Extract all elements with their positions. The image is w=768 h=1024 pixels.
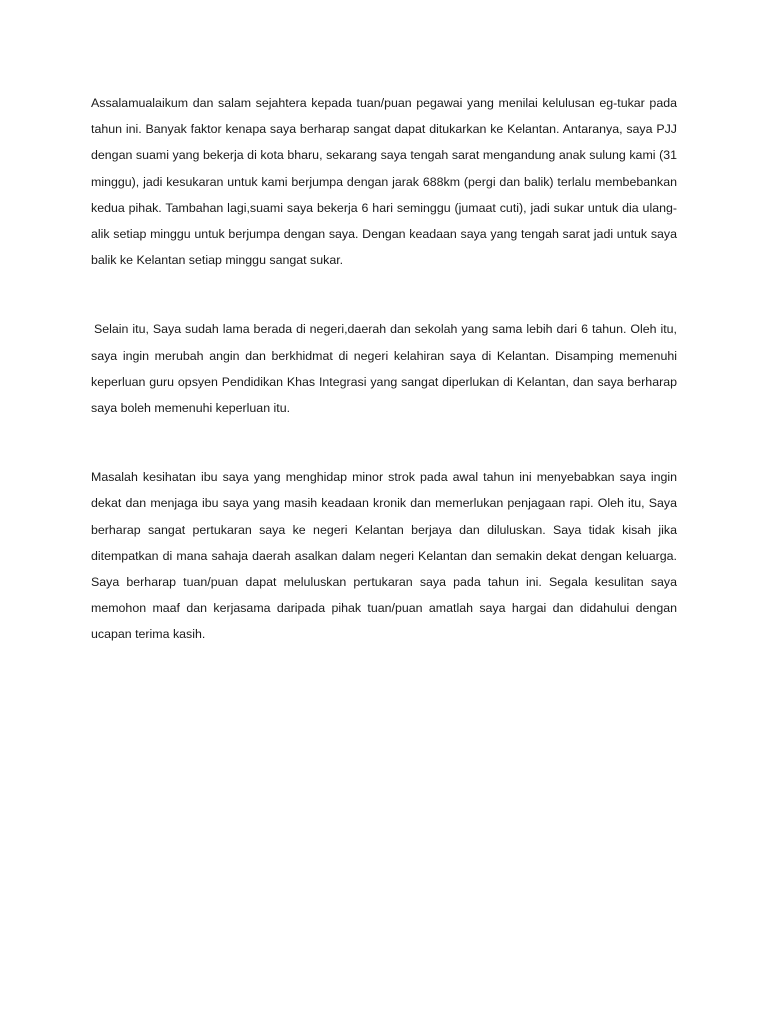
paragraph-3: Masalah kesihatan ibu saya yang menghidap minor strok pada awal tahun ini menyebabkan saya ingin dekat dan menjaga ibu saya yang masih keadaan kronik dan memerlukan penjagaan rapi. Oleh itu, Saya berharap sangat pertukaran saya ke negeri Kelantan berjaya dan diluluskan. Saya tidak kisah jika ditempatkan di mana sahaja daerah asalkan dalam negeri Kelantan dan semakin dekat dengan keluarga. Saya berharap tuan/puan dapat meluluskan pertukaran saya pada tahun ini. Segala kesulitan saya memohon maaf dan kerjasama daripada pihak tuan/puan amatlah saya hargai dan didahului dengan ucapan terima kasih. [91,470,677,642]
paragraph-2: Selain itu, Saya sudah lama berada di negeri,daerah dan sekolah yang sama lebih dari 6 tahun. Oleh itu, saya ingin merubah angin dan berkhidmat di negeri kelahiran saya di Kelantan. Disamping memenuhi keperluan guru opsyen Pendidikan Khas Integrasi yang sangat diperlukan di Kelantan, dan saya berharap saya boleh memenuhi keperluan itu. [91,322,677,416]
paragraph-1: Assalamualaikum dan salam sejahtera kepada tuan/puan pegawai yang menilai kelulusan eg-tukar pada tahun ini. Banyak faktor kenapa saya berharap sangat dapat ditukarkan ke Kelantan. Antaranya, saya PJJ dengan suami yang bekerja di kota bharu, sekarang saya tengah sarat mengandung anak sulung kami (31 minggu), jadi kesukaran untuk kami berjumpa dengan jarak 688km (pergi dan balik) terlalu membebankan kedua pihak. Tambahan lagi,suami saya bekerja 6 hari seminggu (jumaat cuti), jadi sukar untuk dia ulang-alik setiap minggu untuk berjumpa dengan saya. Dengan keadaan saya yang tengah sarat jadi untuk saya balik ke Kelantan setiap minggu sangat sukar. [91,96,677,268]
letter-body [91,90,677,648]
